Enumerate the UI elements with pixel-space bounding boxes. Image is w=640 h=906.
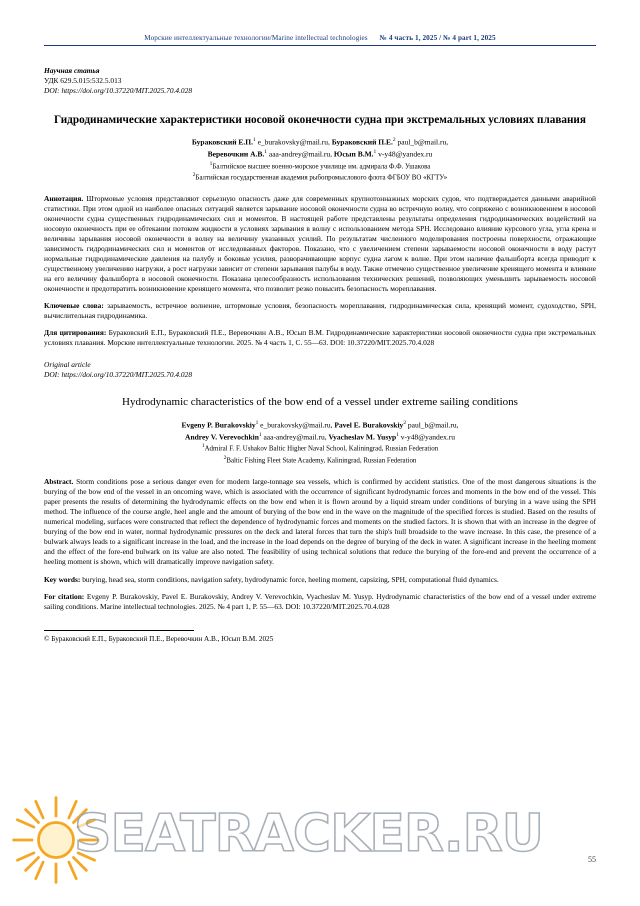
running-head-issue: № 4 часть 1, 2025 / № 4 part 1, 2025: [379, 34, 496, 42]
keywords-ru-text: зарываемость, встречное волнение, штормовые условия, безопасность мореплавания, гидродинамическая сила, кренящий момент, судоходство, SPH, вычислительная гидродинамика.: [44, 300, 596, 320]
running-head-journal: Морские интеллектуальные технологии/Marine intellectual technologies: [144, 34, 368, 42]
article-type: Научная статья: [44, 66, 100, 75]
udc-code: УДК 629.5.015:532.5.013: [44, 76, 122, 86]
affiliation-ru-1: $^1$Балтийское высшее военно-морское училище им. адмирала Ф.Ф. Ушакова: [209, 161, 431, 171]
keywords-en-text: burying, head sea, storm conditions, navigation safety, hydrodynamic force, heeling moment, capsizing, SPH, computational fluid dynamics.: [80, 574, 499, 584]
article-meta: [44, 66, 596, 97]
authors-ru-line-1: Бураковский Е.П.$^1$ e_burakovsky@mail.ru, Бураковский П.Е.$^2$ paul_b@mail.ru,: [191, 137, 449, 147]
original-article-meta: [44, 360, 596, 381]
affiliations-ru: [44, 161, 596, 183]
abstract-ru-label: Аннотация.: [44, 194, 84, 204]
citation-en-text: Evgeny P. Burakovskiy, Pavel E. Burakovskiy, Andrey V. Verevochkin, Vyacheslav M. Yusyp. Hydrodynamic characteristics of the bow end of a vessel under extreme sailing conditions. Marine intellectual technologies. 2025. № 4 part 1, P. 55—63. DOI: 10.37220/MIT.2025.70.4.028: [44, 591, 596, 611]
abstract-ru-text: Штормовые условия представляют серьезную опасность даже для современных крупнотоннажных морских судов, что подтверждается данными аварийной статистики. При этом одной из наиболее опасных ситуаций является зарывание носовой оконечности судна во встречную волну, что сопряжено с возникновением в носовой оконечности судна существенных гидродинамических сил и моментов. В настоящей работе представлены результаты определения гидродинамических воздействий на носовую оконечность при ее обтекании потоком жидкости в условиях зарывания в волну с использованием метода SPH. Исследовано влияние курсового угла, угла крена и величины зарывания носовой оконечности в волну на величину указанных усилий. По результатам численного моделирования построены поверхности, отражающие зависимость гидродинамических сил и моментов от исследованных факторов. Показано, что с увеличением степени зарываемости носовой оконечности в воду растут нормальные гидродинамические давления на палубу и боковые усилия, разворачивающие корпус судна лагом к волне. При этом наличие фальшборта всегда приводит к существенному увеличению нагрузки, а рост нагрузки зависит от степени зарывания палубы в воду. Также отмечено существенное увеличение кренящего момента и влияние на его величину фальшборта в носовой оконечности. Показана целесообразность использования технических решений, позволяющих уменьшить зарываемость носовой оконечности и предотвратить возникновение кренящего момента, что позволит резко повысить безопасность мореплавания.: [44, 194, 596, 293]
abstract-en-label: Abstract.: [44, 476, 74, 486]
affiliation-en-1: $^1$Admiral F. F. Ushakov Baltic Higher Naval School, Kaliningrad, Russian Federation: [201, 443, 439, 453]
authors-ru: [44, 137, 596, 160]
authors-en-line-1: Evgeny P. Burakovskiy$^1$ e_burakovsky@mail.ru, Pavel E. Burakovskiy$^2$ paul_b@mail.ru,: [181, 420, 459, 430]
affiliations-en: [44, 443, 596, 465]
abstract-ru: [44, 194, 596, 293]
keywords-ru-label: Ключевые слова:: [44, 300, 104, 310]
copyright-notice: © Бураковский Е.П., Бураковский П.Е., Веревочкин А.В., Юсып В.М. 2025: [44, 634, 274, 643]
keywords-en-label: Key words:: [44, 574, 81, 584]
authors-en-line-2: Andrey V. Verevochkin$^1$ aaa-andrey@mail.ru, Vyacheslav M. Yusyp$^1$ v-y48@yandex.ru: [185, 431, 455, 442]
page-number: 55: [588, 855, 596, 864]
original-article-label: Original article: [44, 360, 91, 370]
citation-ru: [44, 328, 596, 348]
doi-en[interactable]: DOI: https://doi.org/10.37220/MIT.2025.70.4.028: [44, 370, 193, 380]
running-head: [44, 34, 596, 46]
doi-ru[interactable]: DOI: https://doi.org/10.37220/MIT.2025.70.4.028: [44, 86, 193, 96]
page-title-ru: Гидродинамические характеристики носовой оконечности судна при экстремальных условиях плавания: [54, 113, 586, 126]
abstract-en-text: Storm conditions pose a serious danger even for modern large-tonnage sea vessels, which is confirmed by accident statistics. One of the most dangerous situations is the burying of the bow end of the vessel in an oncoming wave, which is associated with the occurrence of significant hydrodynamic forces and moments in the bow end of the vessel. This paper presents the results of determining the hydrodynamic effects on the bow end when it is flown around by a liquid stream under conditions of burying in a wave using the SPH method. The influence of the course angle, heel angle and the amount of burying of the bow end in the wave on the magnitude of the specified forces is studied. Based on the results of numerical modeling, surfaces were constructed that reflect the dependence of hydrodynamic forces and moments on the studied factors. It is shown that with an increase in the degree of burying of the bow end in water, normal hydrodynamic pressures on the deck and lateral forces that turn the ship's hull broadside to the wave increase. In this case, the presence of a bulwark always leads to a significant increase in the load, and the increase in the load depends on the degree of burying of the deck in water. A significant increase in the heeling moment and the effect of the fore-end bulwark on its value are also noted. The feasibility of using technical solutions that reduce the burying of the fore-end and prevent the occurrence of a heeling moment is shown, which will dramatically improve navigation safety.: [44, 476, 596, 567]
authors-ru-line-2: Веревочкин А.В.$^1$ aaa-andrey@mail.ru, Юсып В.М.$^1$ v-y48@yandex.ru: [207, 148, 433, 159]
footnote-divider: [44, 630, 194, 631]
keywords-en: [44, 575, 596, 585]
citation-en: [44, 592, 596, 612]
keywords-ru: [44, 301, 596, 321]
affiliation-ru-2: $^2$Балтийская государственная академия рыбопромыслового флота ФГБОУ ВО «КГТУ»: [192, 172, 448, 182]
page-title-en: Hydrodynamic characteristics of the bow end of a vessel under extreme sailing conditions: [122, 395, 518, 408]
citation-ru-text: Бураковский Е.П., Бураковский П.Е., Веревочкин А.В., Юсып В.М. Гидродинамические характеристики носовой оконечности судна при экстремальных условиях плавания. Морские интеллектуальные технологии. 2025. № 4 часть 1, С. 55—63. DOI: 10.37220/MIT.2025.70.4.028: [44, 328, 596, 348]
abstract-en: [44, 477, 596, 568]
affiliation-en-2: $^2$Baltic Fishing Fleet State Academy, Kaliningrad, Russian Federation: [223, 454, 417, 464]
authors-en: [44, 419, 596, 442]
watermark-text: SEATRACKER.RU: [74, 804, 543, 864]
citation-ru-label: Для цитирования:: [44, 328, 107, 338]
citation-en-label: For citation:: [44, 591, 85, 601]
